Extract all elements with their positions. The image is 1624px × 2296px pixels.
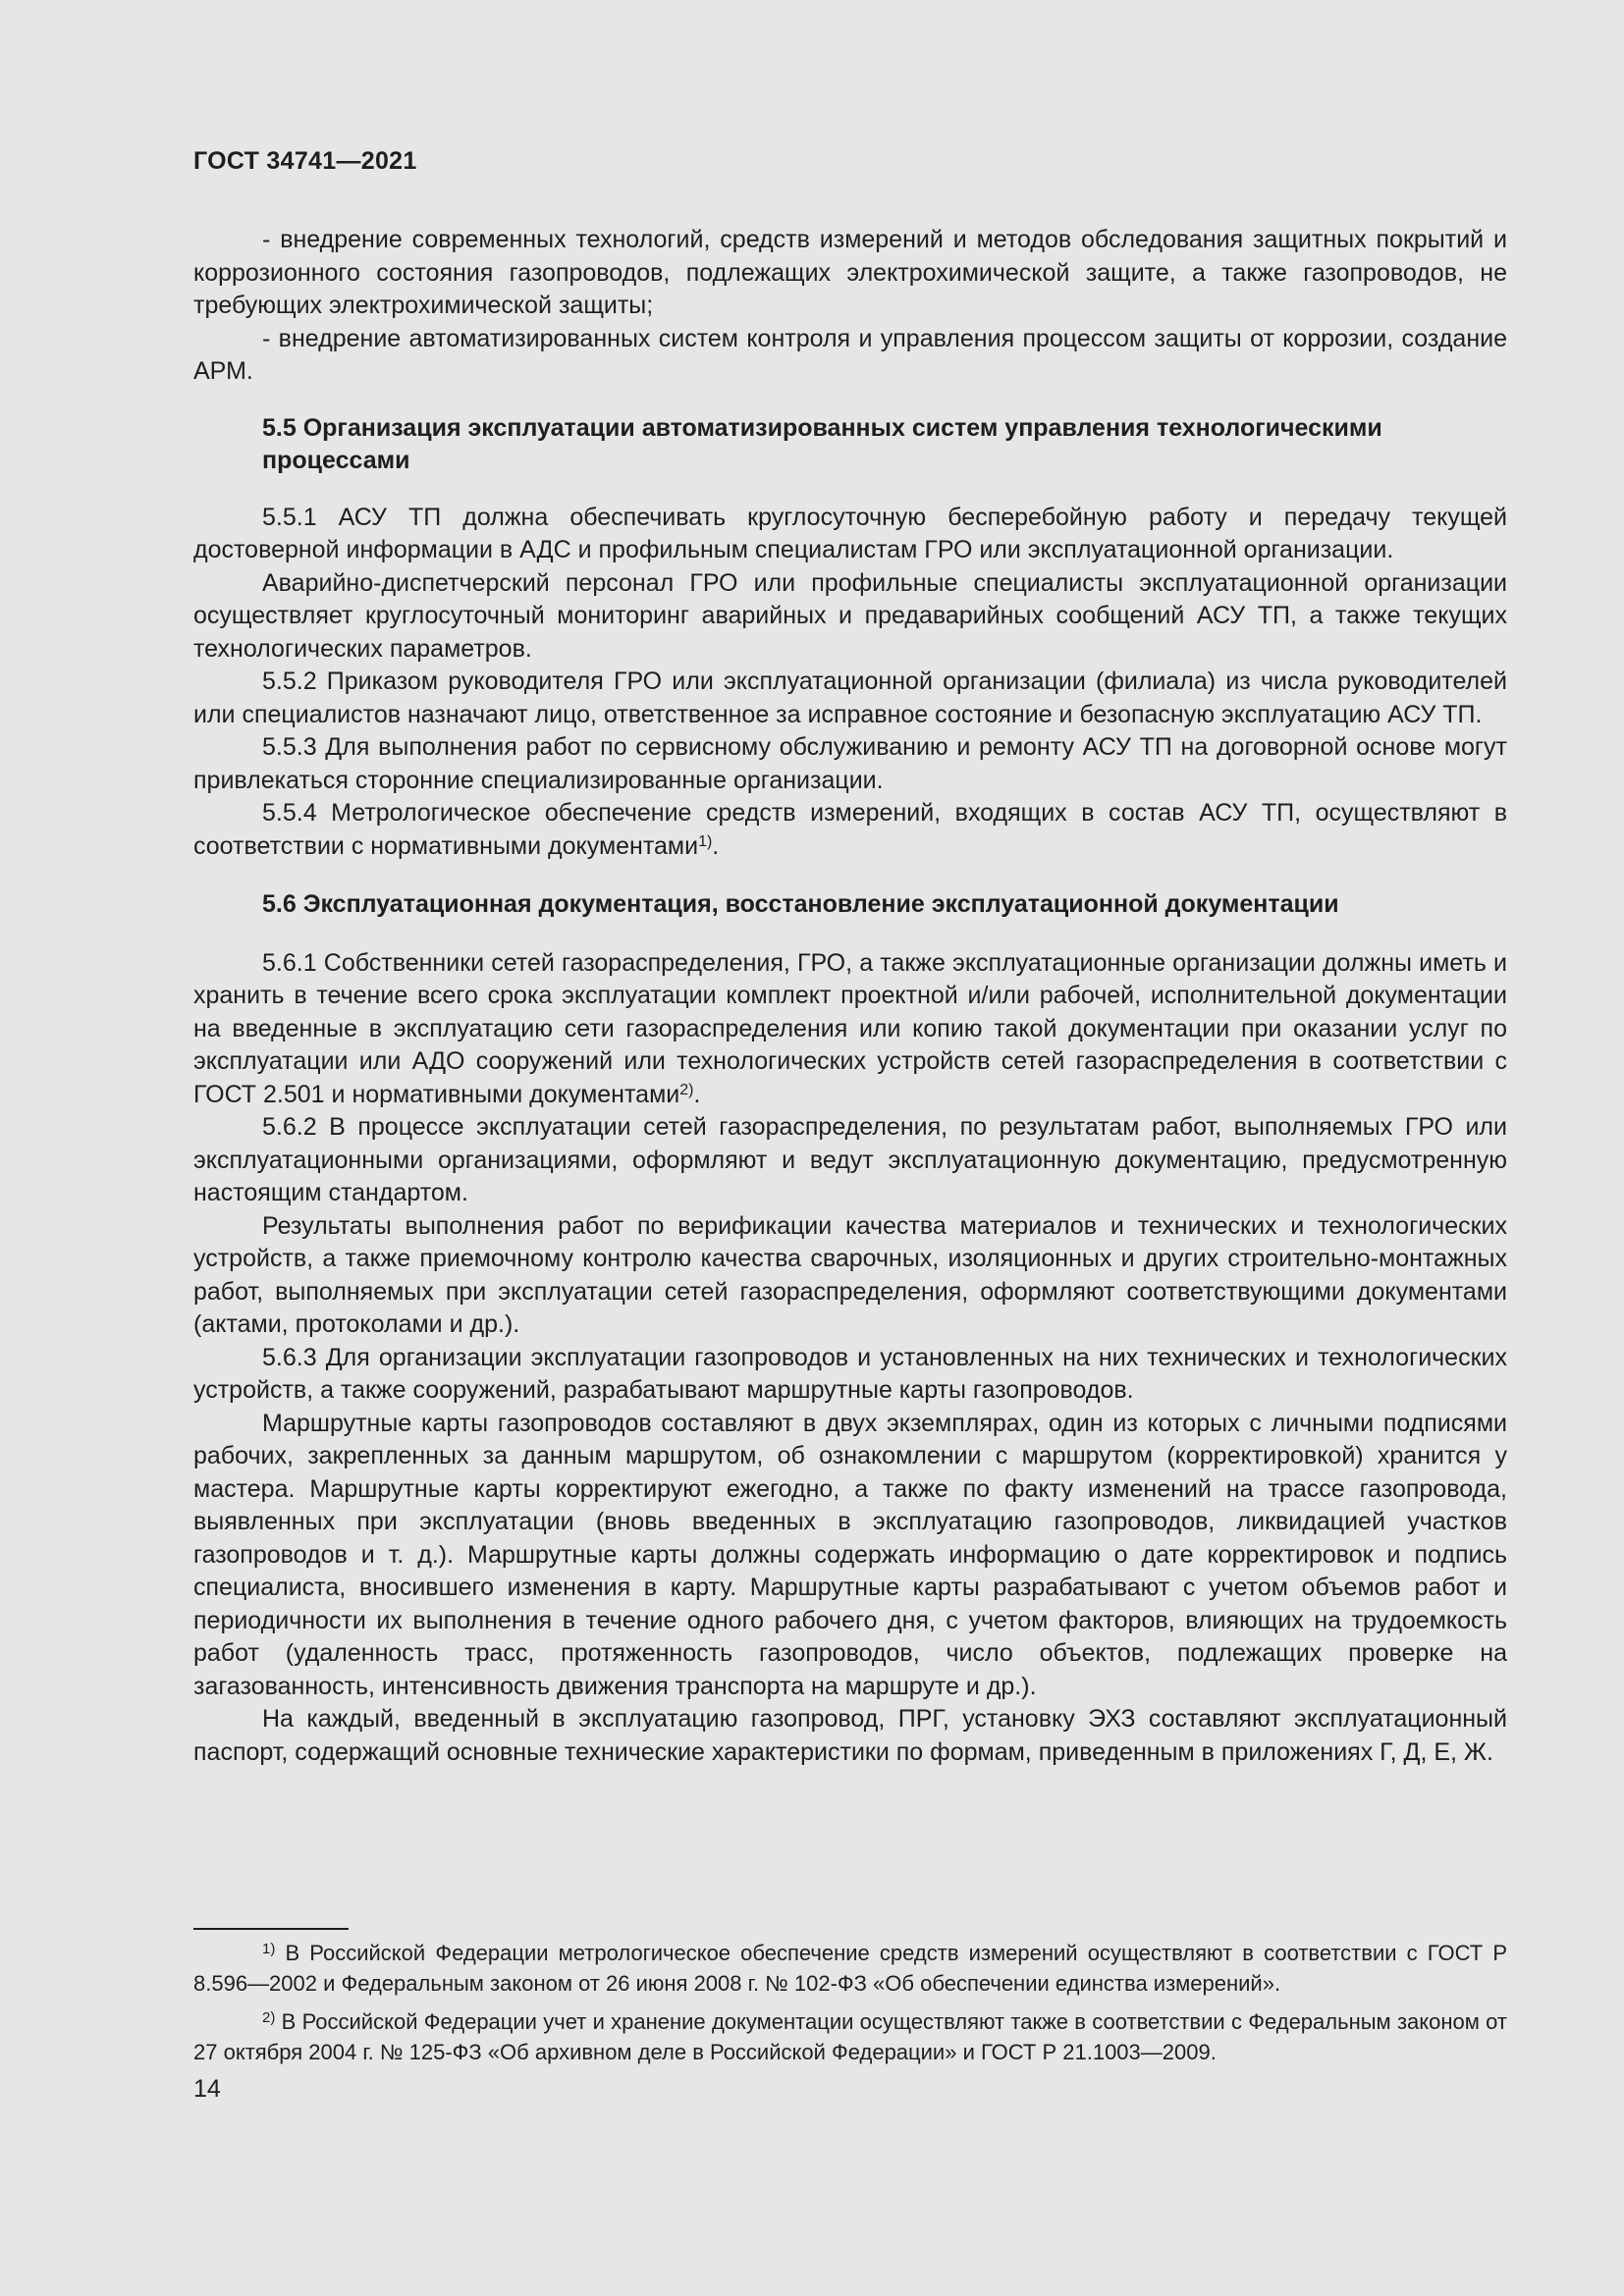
paragraph-5-6-1 [193, 947, 1507, 1112]
section-heading-5-5: 5.5 Организация эксплуатации автоматизированных систем управления технологическими процессами [262, 413, 1382, 474]
paragraph-5-5-4-text: 5.5.4 Метрологическое обеспечение средств измерений, входящих в состав АСУ ТП, осуществляют в соответствии с нормативными документами [193, 799, 1507, 860]
paragraph-5-5-1: 5.5.1 АСУ ТП должна обеспечивать круглосуточную бесперебойную работу и передачу текущей достоверной информации в АДС и профильным специалистам ГРО или эксплуатационной организации. [193, 503, 1507, 563]
paragraph-5-6-1-end: . [693, 1080, 701, 1108]
section-heading-5-6: 5.6 Эксплуатационная документация, восстановление эксплуатационной документации [262, 890, 1339, 918]
paragraph-5-6-3: 5.6.3 Для организации эксплуатации газопроводов и установленных на них технических и технологических устройств, а также сооружений, разрабатывают маршрутные карты газопроводов. [193, 1343, 1507, 1404]
footnote-2-text: В Российской Федерации учет и хранение документации осуществляют также в соответствии с Федеральным законом от 27 октября 2004 г. № 125-ФЗ «Об архивном деле в Российской Федерации» и ГОСТ Р 21.1003—2009. [193, 2009, 1507, 2064]
list-item-technologies: - внедрение современных технологий, средств измерений и методов обследования защитных покрытий и коррозионного состояния газопроводов, подлежащих электрохимической защите, а также газопроводов, не требующих электрохимической защиты; [193, 226, 1507, 319]
document-body [193, 224, 1507, 1769]
footnote-1 [193, 1938, 1507, 1999]
page-number: 14 [193, 2075, 221, 2103]
footnote-divider [193, 1928, 349, 1930]
footnote-ref-1: 1) [698, 832, 713, 850]
footnotes [193, 1928, 1507, 2075]
paragraph-5-6-1-text: 5.6.1 Собственники сетей газораспределения, ГРО, а также эксплуатационные организации должны иметь и хранить в течение всего срока эксплуатации комплект проектной и/или рабочей, исполнительной документации на введенные в эксплуатацию сети газораспределения или копию такой документации при оказании услуг по эксплуатации или АДО сооружений или технологических устройств сетей газораспределения в соответствии с ГОСТ 2.501 и нормативными документами [193, 948, 1507, 1108]
paragraph-5-5-2: 5.5.2 Приказом руководителя ГРО или эксплуатационной организации (филиала) из числа руководителей или специалистов назначают лицо, ответственное за исправное состояние и безопасную эксплуатацию АСУ ТП. [193, 667, 1507, 728]
list-item-automation: - внедрение автоматизированных систем контроля и управления процессом защиты от коррозии, создание АРМ. [193, 324, 1507, 385]
paragraph-5-5-4-end: . [712, 831, 720, 860]
paragraph-5-6-3-passport: На каждый, введенный в эксплуатацию газопровод, ПРГ, установку ЭХЗ составляют эксплуатационный паспорт, содержащий основные технические характеристики по формам, приведенным в приложениях Г, Д, Е, Ж. [193, 1705, 1507, 1766]
paragraph-5-6-2: 5.6.2 В процессе эксплуатации сетей газораспределения, по результатам работ, выполняемых ГРО или эксплуатационными организациями, оформляют и ведут эксплуатационную документацию, предусмотренную настоящим стандартом. [193, 1113, 1507, 1206]
footnote-1-text: В Российской Федерации метрологическое обеспечение средств измерений осуществляют в соответствии с ГОСТ Р 8.596—2002 и Федеральным законом от 26 июня 2008 г. № 102-ФЗ «Об обеспечении единства измерений». [193, 1941, 1507, 1996]
document-header: ГОСТ 34741—2021 [193, 147, 417, 175]
paragraph-5-6-3-route-maps: Маршрутные карты газопроводов составляют в двух экземплярах, один из которых с личными подписями рабочих, закрепленных за данным маршрутом, об ознакомлении с маршрутом (корректировкой) хранится у мастера. Маршрутные карты корректируют ежегодно, а также по факту изменений на трассе газопровода, выявленных при эксплуатации (вновь введенных в эксплуатацию газопроводов, ликвидацией участков газопроводов и т. д.). Маршрутные карты должны содержать информацию о дате корректировок и подпись специалиста, вносившего изменения в карту. Маршрутные карты разрабатывают с учетом объемов работ и периодичности их выполнения в течение одного рабочего дня, с учетом факторов, влияющих на трудоемкость работ (удаленность трасс, протяженность газопроводов, число объектов, подлежащих проверке на загазованность, интенсивность движения транспорта на маршруте и др.). [193, 1409, 1507, 1700]
paragraph-5-5-1-continued: Аварийно-диспетчерский персонал ГРО или профильные специалисты эксплуатационной организации осуществляет круглосуточный мониторинг аварийных и предаварийных сообщений АСУ ТП, а также текущих технологических параметров. [193, 568, 1507, 663]
footnote-2-mark: 2) [262, 2009, 276, 2026]
footnote-2 [193, 2006, 1507, 2067]
paragraph-5-6-2-continued: Результаты выполнения работ по верификации качества материалов и технических и технологических устройств, а также приемочному контролю качества сварочных, изоляционных и других строительно-монтажных работ, выполняемых при эксплуатации сетей газораспределения, оформляют соответствующими документами (актами, протоколами и др.). [193, 1211, 1507, 1338]
paragraph-5-5-4 [193, 797, 1507, 863]
footnote-1-mark: 1) [262, 1941, 276, 1957]
paragraph-5-5-3: 5.5.3 Для выполнения работ по сервисному обслуживанию и ремонту АСУ ТП на договорной основе могут привлекаться сторонние специализированные организации. [193, 733, 1507, 794]
footnote-ref-2: 2) [679, 1081, 694, 1098]
